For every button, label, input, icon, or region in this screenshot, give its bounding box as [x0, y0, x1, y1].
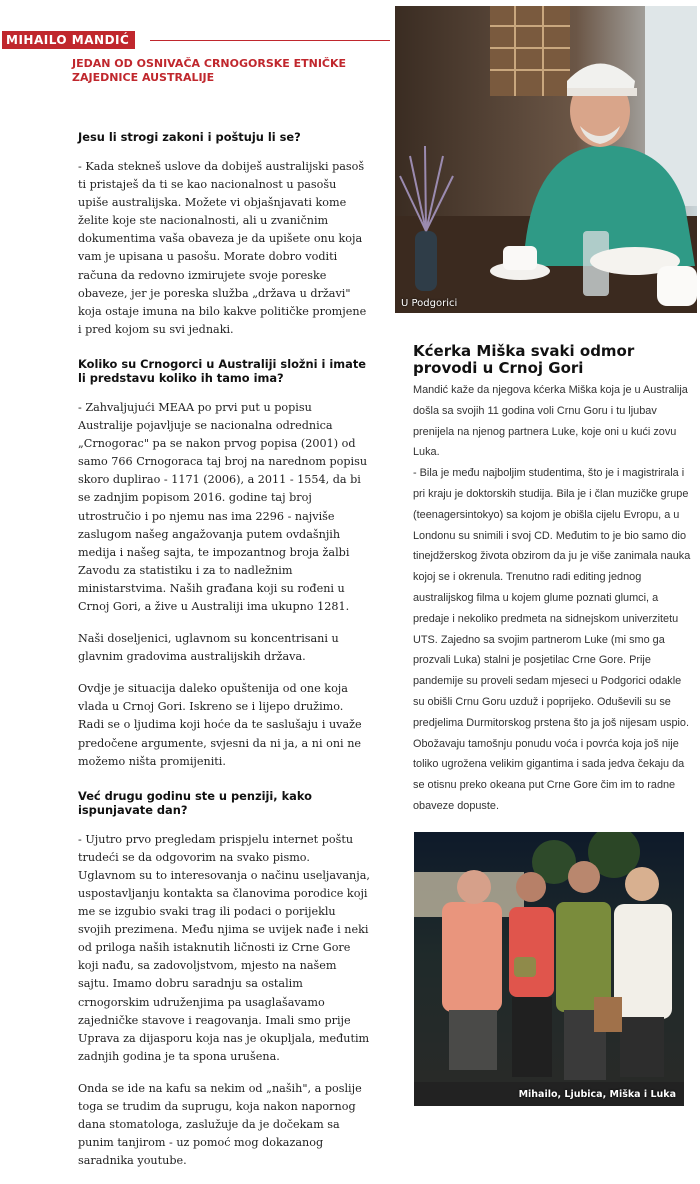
photo-family-group — [414, 832, 684, 1106]
answer-3-paragraph-2: Onda se ide na kafu sa nekim od „naših", a poslije toga se trudim da suprugu, koja nakon napornog dana stomatologa, zaslužuje da je dočekam sa punim tanjirom - uz pomoć mog dokazanog saradnika youtube. — [78, 1081, 362, 1168]
header-rule — [150, 40, 390, 41]
sidebar-paragraph-2: - Bila je među najboljim studentima, što je i magistrirala i pri kraju je doktorskih studija. Bila je i član muzičke grupe (teenagersintokyo) sa kojom je obišla cijelu Evropu, a u Londonu su snimili i svoj CD. Međutim to je bio samo dio tinejdžerskog života obzirom da ju je više zanimala nauka kojoj se i okrenula. Trenutno radi editing jednog australijskog filma u kojem glume poznati glumci, a predaje i nekoliko predmeta na sidnejskom univerzitetu UTS. Zajedno sa svojim partnerom Luke (mi smo ga prozvali Luka) stalni je posjetilac Crne Gore. Prije pandemije su proveli sedam mjeseci u Podgorici odakle su obišli Crnu Goru uzduž i poprijeko. Oduševili su se predjelima Durmitorskog prstena što ja još nijesam uspio. Obožavaju tamošnju ponudu voća i povrća koja još nije toliko ugrožena velikim gigantima i sada jedva čekaju da se otisnu preko okeana put Crne Gore čim im to radne obaveze dopuste. — [413, 467, 691, 812]
question-1: Jesu li strogi zakoni i poštuju li se? — [78, 130, 301, 144]
interview-column — [78, 130, 370, 1184]
question-2: Koliko su Crnogorci u Australiji složni i imate li predstavu koliko ih tamo ima? — [78, 356, 367, 385]
author-subtitle: JEDAN OD OSNIVAČA CRNOGORSKE ETNIČKE ZAJEDNICE AUSTRALIJE — [72, 57, 347, 84]
sidebar-heading: Kćerka Miška svaki odmor provodi u Crnoj Gori — [413, 342, 635, 377]
photo-family-group-image — [414, 832, 684, 1106]
author-name-tag: MIHAILO MANDIĆ — [2, 31, 135, 49]
answer-1: - Kada stekneš uslove da dobiješ australijski pasoš ti pristaješ da ti se kao nacionalnost u pasošu upiše australijska. Možete vi objašnjavati kome želite koje ste nacionalnosti, ali u zvaničnim dokumentima vaša obaveza je da upišete onu koja vam je upisana u pasošu. Morate dobro voditi računa da redovno izmirujete svoje poreske obaveze, jer je poreska služba „država u državi" koja ostaje imuna na bilo kakve političke promjene i pred kojom su svi jednaki. — [78, 160, 367, 336]
answer-2-paragraph-2: Naši doseljenici, uglavnom su koncentrisani u glavnim gradovima australijskih država. — [78, 632, 339, 664]
photo-podgorica-caption: U Podgorici — [401, 298, 458, 309]
photo-podgorica-image — [395, 6, 697, 313]
sidebar-paragraph-1: Mandić kaže da njegova kćerka Miška koja je u Australija došla sa svojih 11 godina voli Crnu Goru i tu ljubav prenijela na njenog partnera Luke, koje oni u kući zovu Luka. — [413, 384, 688, 459]
question-3: Već drugu godinu ste u penziji, kako ispunjavate dan? — [78, 788, 312, 817]
answer-3-paragraph-1: - Ujutro prvo pregledam prispjelu internet poštu trudeći se da odgovorim na svako pismo. Uglavnom su to interesovanja o načinu useljavanja, uspostavljanju kontakta sa članovima porodice koji me se izgubio svaki trag ili podaci o porijeklu svojih prezimena. Među njima se uvijek nađe i neki od priloga naših istaknutih ličnosti iz Crne Gore koji nađu, sa zadovoljstvom, mjesto na našem sajtu. Imamo dobru saradnju sa ostalim crnogorskim udruženjima pa usaglašavamo zajedničke stavove i reagovanja. Imali smo prije Uprava za dijasporu koja nas je okupljala, međutim zadnjih godina je ta spona urušena. — [78, 832, 370, 1063]
answer-2-paragraph-3: Ovdje je situacija daleko opuštenija od one koja vlada u Crnoj Gori. Iskreno se i lijepo družimo. Radi se o ljudima koji hoće da te saslušaju i uvaže predočene argumente, svjesni da ni ja, a ni oni ne možemo ništa promijeniti. — [78, 682, 362, 768]
photo-podgorica — [395, 6, 697, 313]
sidebar-body — [413, 380, 691, 817]
photo-family-caption: Mihailo, Ljubica, Miška i Luka — [518, 1089, 676, 1100]
answer-2-paragraph-1: - Zahvaljujući MEAA po prvi put u popisu Australije pojavljuje se nacionalna odrednica „Crnogorac" pa se nakon prvog popisa (2001) od samo 766 Crnogoraca taj broj na narednom popisu skoro duplirao - 1171 (2006), a 2011 - 1554, da bi se zadnjim popisom 2016. godine taj broj utrostručio i po njemu nas ima 2296 - najviše zaslugom našeg angažovanja putem ovdašnjih medija i našeg sajta, te impozantnog broja žalbi Zavodu za statistiku i za to nadležnim ministarstvima. Naših građana koji su rođeni u Crnoj Gori, a žive u Australiji ima ukupno 1281. — [78, 400, 368, 613]
